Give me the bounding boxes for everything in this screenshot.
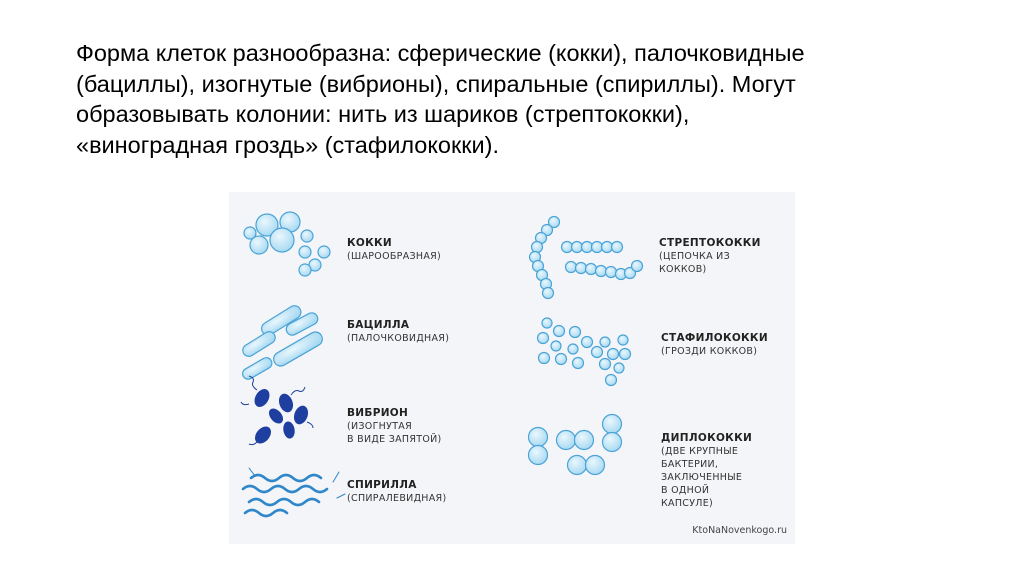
item-description: (ЦЕПОЧКА ИЗ КОККОВ) — [659, 251, 730, 275]
cocci-label — [347, 237, 441, 263]
bacillus-icon — [241, 303, 325, 381]
spirillum-icon — [243, 468, 345, 516]
paragraph-line: «виноградная гроздь» (стафилококки). — [76, 131, 500, 158]
item-name: ДИПЛОКОККИ — [661, 432, 753, 444]
item-description: (ГРОЗДИ КОККОВ) — [661, 346, 758, 357]
item-name: СПИРИЛЛА — [347, 479, 417, 491]
item-name: ВИБРИОН — [347, 407, 409, 419]
spirillum-label — [347, 479, 446, 505]
staphylococci-icon — [538, 318, 631, 386]
diplococci-icon — [529, 415, 622, 475]
staphylococci-label — [661, 332, 768, 358]
slide-paragraph — [76, 38, 986, 160]
source-watermark: KtoNaNovenkogo.ru — [692, 525, 787, 536]
cocci-icon — [244, 212, 330, 276]
item-name: КОККИ — [347, 237, 392, 249]
item-name: СТРЕПТОКОККИ — [659, 237, 761, 249]
item-description: (СПИРАЛЕВИДНАЯ) — [347, 493, 447, 504]
item-description: (ДВЕ КРУПНЫЕ БАКТЕРИИ, ЗАКЛЮЧЕННЫЕ В ОДНОЙ КАПСУЛЕ) — [661, 446, 743, 509]
bacteria-shapes-figure — [229, 192, 795, 544]
item-description: (ИЗОГНУТАЯ В ВИДЕ ЗАПЯТОЙ) — [347, 421, 442, 445]
item-description: (ПАЛОЧКОВИДНАЯ) — [347, 333, 450, 344]
item-name: СТАФИЛОКОККИ — [661, 332, 768, 344]
item-description: (ШАРООБРАЗНАЯ) — [347, 251, 442, 262]
diplococci-label — [661, 432, 752, 510]
streptococci-label — [659, 237, 761, 276]
vibrio-icon — [241, 376, 313, 446]
vibrio-label — [347, 407, 442, 446]
streptococci-icon — [530, 217, 643, 299]
paragraph-line: Форма клеток разнообразна: сферические (кокки), палочковидные — [76, 40, 805, 66]
paragraph-line: образовывать колонии: нить из шариков (стрептококки), — [76, 101, 690, 127]
paragraph-line: (бациллы), изогнутые (вибрионы), спиральные (спириллы). Могут — [76, 70, 796, 97]
bacillus-label — [347, 319, 449, 345]
item-name: БАЦИЛЛА — [347, 319, 410, 331]
